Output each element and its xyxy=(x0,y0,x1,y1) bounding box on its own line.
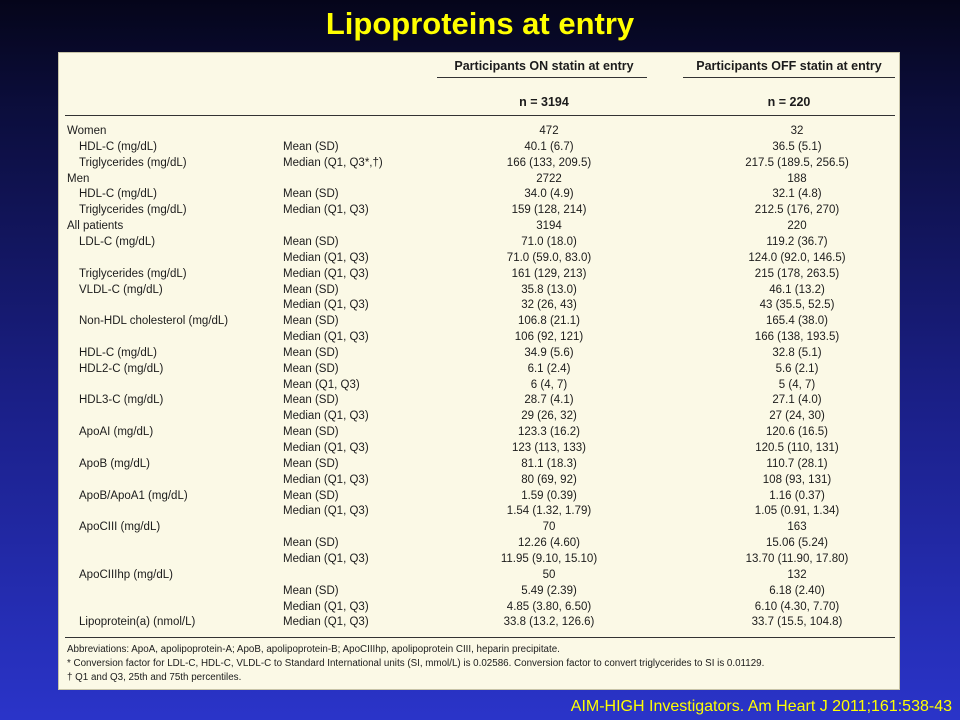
table-row xyxy=(59,234,901,250)
row-label: ApoAI (mg/dL) xyxy=(79,426,154,439)
row-value-off-statin: 119.2 (36.7) xyxy=(766,235,828,248)
table-row xyxy=(59,503,901,519)
table-row xyxy=(59,551,901,567)
row-value-off-statin: 32.8 (5.1) xyxy=(772,346,822,359)
row-value-off-statin: 212.5 (176, 270) xyxy=(754,204,840,217)
table-row xyxy=(59,123,901,139)
row-value-on-statin: 4.85 (3.80, 6.50) xyxy=(506,600,592,613)
row-statistic: Mean (SD) xyxy=(283,346,339,359)
footnote-conversion: * Conversion factor for LDL-C, HDL-C, VLDL-C to Standard International units (SI, mmol/L) is 0.02586. Conversion factor to convert triglycerides to SI is 0.01129. xyxy=(67,658,765,669)
table-row xyxy=(59,250,901,266)
row-label: Triglycerides (mg/dL) xyxy=(79,204,187,217)
footnote-percentiles: † Q1 and Q3, 25th and 75th percentiles. xyxy=(67,672,242,683)
table-row xyxy=(59,297,901,313)
row-statistic: Mean (SD) xyxy=(283,362,339,375)
table-row xyxy=(59,424,901,440)
row-label: Men xyxy=(67,172,90,185)
row-label: LDL-C (mg/dL) xyxy=(79,235,156,248)
row-value-off-statin: 120.6 (16.5) xyxy=(765,426,828,439)
row-value-on-statin: 81.1 (18.3) xyxy=(521,457,577,470)
row-statistic: Mean (SD) xyxy=(283,235,339,248)
row-value-on-statin: 29 (26, 32) xyxy=(521,410,577,423)
table-row xyxy=(59,282,901,298)
n-on-statin: n = 3194 xyxy=(519,95,569,109)
table-row xyxy=(59,392,901,408)
col-header-off-statin: Participants OFF statin at entry xyxy=(696,59,882,73)
row-statistic: Median (Q1, Q3) xyxy=(283,299,369,312)
row-value-off-statin: 124.0 (92.0, 146.5) xyxy=(748,251,846,264)
row-statistic: Median (Q1, Q3) xyxy=(283,331,369,344)
table-row xyxy=(59,139,901,155)
row-value-off-statin: 43 (35.5, 52.5) xyxy=(759,299,835,312)
row-label: HDL3-C (mg/dL) xyxy=(79,394,164,407)
row-value-on-statin: 32 (26, 43) xyxy=(521,299,577,312)
table-row xyxy=(59,599,901,615)
row-value-off-statin: 13.70 (11.90, 17.80) xyxy=(745,552,849,565)
row-value-off-statin: 6.18 (2.40) xyxy=(769,584,825,597)
table-row xyxy=(59,266,901,282)
table-row xyxy=(59,408,901,424)
row-value-off-statin: 220 xyxy=(787,220,807,233)
row-statistic: Median (Q1, Q3) xyxy=(283,473,369,486)
row-value-off-statin: 32 xyxy=(790,125,804,137)
row-label: ApoB/ApoA1 (mg/dL) xyxy=(79,489,188,502)
row-value-off-statin: 120.5 (110, 131) xyxy=(755,442,839,454)
table-row xyxy=(59,583,901,599)
row-value-on-statin: 34.0 (4.9) xyxy=(524,188,574,201)
row-value-off-statin: 27 (24, 30) xyxy=(769,410,825,423)
row-statistic: Median (Q1, Q3) xyxy=(283,251,369,264)
row-label: HDL-C (mg/dL) xyxy=(79,188,157,201)
row-value-on-statin: 123 (113, 133) xyxy=(512,442,586,454)
row-value-on-statin: 166 (133, 209.5) xyxy=(506,156,592,169)
table-row xyxy=(59,456,901,472)
table-row xyxy=(59,519,901,535)
table-row xyxy=(59,218,901,234)
row-statistic: Median (Q1, Q3) xyxy=(283,410,369,423)
table-row xyxy=(59,488,901,504)
row-value-off-statin: 217.5 (189.5, 256.5) xyxy=(745,156,849,169)
row-value-off-statin: 36.5 (5.1) xyxy=(772,140,822,153)
row-value-on-statin: 106.8 (21.1) xyxy=(517,315,580,328)
row-value-on-statin: 2722 xyxy=(536,172,562,185)
row-label: VLDL-C (mg/dL) xyxy=(79,283,163,296)
row-label: Non-HDL cholesterol (mg/dL) xyxy=(79,315,229,328)
row-value-off-statin: 1.16 (0.37) xyxy=(769,489,825,502)
row-statistic: Mean (SD) xyxy=(283,315,339,328)
row-value-off-statin: 32.1 (4.8) xyxy=(772,188,822,201)
header-underline-off xyxy=(683,77,895,78)
row-value-on-statin: 123.3 (16.2) xyxy=(517,426,580,439)
row-value-off-statin: 132 xyxy=(787,568,807,581)
row-value-on-statin: 33.8 (13.2, 126.6) xyxy=(503,616,595,629)
row-value-off-statin: 15.06 (5.24) xyxy=(765,537,828,550)
footnote-abbreviations: Abbreviations: ApoA, apolipoprotein-A; ApoB, apolipoprotein-B; ApoCIIIhp, apolipoprotein CIII, heparin precipitate. xyxy=(67,644,560,655)
row-value-off-statin: 108 (93, 131) xyxy=(762,473,832,486)
row-statistic: Median (Q1, Q3) xyxy=(283,552,369,565)
row-statistic: Median (Q1, Q3) xyxy=(283,204,369,217)
row-value-off-statin: 215 (178, 263.5) xyxy=(754,267,840,280)
row-value-off-statin: 5.6 (2.1) xyxy=(775,362,819,375)
row-value-off-statin: 163 xyxy=(787,521,807,534)
header-underline-on xyxy=(437,77,647,78)
table-row xyxy=(59,567,901,583)
row-value-off-statin: 33.7 (15.5, 104.8) xyxy=(751,616,843,629)
row-label: HDL-C (mg/dL) xyxy=(79,346,157,359)
row-label: Triglycerides (mg/dL) xyxy=(79,267,187,280)
row-label: Lipoprotein(a) (nmol/L) xyxy=(79,616,196,629)
header-divider xyxy=(65,115,895,116)
row-label: Triglycerides (mg/dL) xyxy=(79,156,187,169)
table-panel xyxy=(58,52,900,690)
row-value-on-statin: 3194 xyxy=(536,220,562,233)
citation: AIM-HIGH Investigators. Am Heart J 2011;161:538-43 xyxy=(570,698,952,715)
n-off-statin: n = 220 xyxy=(767,95,811,109)
row-statistic: Mean (SD) xyxy=(283,489,339,502)
row-value-on-statin: 71.0 (59.0, 83.0) xyxy=(506,251,592,264)
col-header-on-statin: Participants ON statin at entry xyxy=(454,59,634,73)
row-label: Women xyxy=(67,125,107,137)
row-statistic: Median (Q1, Q3*,†) xyxy=(283,156,383,169)
table-row xyxy=(59,329,901,345)
table-row xyxy=(59,155,901,171)
table-row xyxy=(59,171,901,187)
row-value-off-statin: 110.7 (28.1) xyxy=(766,457,828,470)
row-statistic: Mean (SD) xyxy=(283,140,339,153)
footer-divider xyxy=(65,637,895,638)
row-value-on-statin: 40.1 (6.7) xyxy=(524,140,574,153)
row-value-off-statin: 1.05 (0.91, 1.34) xyxy=(754,505,840,518)
row-label: All patients xyxy=(67,220,124,233)
row-statistic: Mean (SD) xyxy=(283,188,339,201)
row-value-off-statin: 27.1 (4.0) xyxy=(772,394,822,407)
row-value-on-statin: 472 xyxy=(539,125,559,137)
row-statistic: Mean (SD) xyxy=(283,426,339,439)
row-value-off-statin: 166 (138, 193.5) xyxy=(754,331,840,344)
row-value-off-statin: 188 xyxy=(787,172,807,185)
row-label: HDL-C (mg/dL) xyxy=(79,140,157,153)
row-value-on-statin: 161 (129, 213) xyxy=(511,267,587,280)
table-row xyxy=(59,472,901,488)
table-row xyxy=(59,535,901,551)
table-row xyxy=(59,361,901,377)
table-row xyxy=(59,345,901,361)
row-statistic: Mean (SD) xyxy=(283,283,339,296)
row-statistic: Mean (Q1, Q3) xyxy=(283,378,360,391)
row-value-on-statin: 6.1 (2.4) xyxy=(527,362,571,375)
row-statistic: Median (Q1, Q3) xyxy=(283,267,369,280)
row-label: ApoCIIIhp (mg/dL) xyxy=(79,568,173,581)
row-value-on-statin: 12.26 (4.60) xyxy=(517,537,580,550)
row-value-on-statin: 70 xyxy=(542,521,556,534)
row-statistic: Mean (SD) xyxy=(283,537,339,550)
row-statistic: Median (Q1, Q3) xyxy=(283,442,369,454)
row-value-on-statin: 80 (69, 92) xyxy=(521,473,577,486)
row-value-off-statin: 46.1 (13.2) xyxy=(769,283,825,296)
row-value-off-statin: 5 (4, 7) xyxy=(778,378,816,391)
row-value-on-statin: 35.8 (13.0) xyxy=(521,283,577,296)
row-value-on-statin: 34.9 (5.6) xyxy=(524,346,574,359)
row-value-on-statin: 5.49 (2.39) xyxy=(521,584,577,597)
row-value-on-statin: 11.95 (9.10, 15.10) xyxy=(500,552,598,565)
row-value-on-statin: 6 (4, 7) xyxy=(530,378,568,391)
row-statistic: Mean (SD) xyxy=(283,584,339,597)
row-value-off-statin: 165.4 (38.0) xyxy=(765,315,828,328)
row-value-off-statin: 6.10 (4.30, 7.70) xyxy=(754,600,840,613)
table-row xyxy=(59,202,901,218)
row-value-on-statin: 50 xyxy=(542,568,556,581)
table-row xyxy=(59,313,901,329)
row-statistic: Median (Q1, Q3) xyxy=(283,600,369,613)
row-value-on-statin: 71.0 (18.0) xyxy=(521,235,577,248)
slide-title: Lipoproteins at entry xyxy=(325,6,635,41)
row-label: HDL2-C (mg/dL) xyxy=(79,362,164,375)
row-statistic: Median (Q1, Q3) xyxy=(283,505,369,518)
row-label: ApoCIII (mg/dL) xyxy=(79,521,161,534)
row-value-on-statin: 1.59 (0.39) xyxy=(521,489,577,502)
row-statistic: Median (Q1, Q3) xyxy=(283,616,369,629)
table-row xyxy=(59,186,901,202)
row-statistic: Mean (SD) xyxy=(283,457,339,470)
row-value-on-statin: 1.54 (1.32, 1.79) xyxy=(506,505,592,518)
table-row xyxy=(59,614,901,630)
row-value-on-statin: 106 (92, 121) xyxy=(514,331,584,344)
row-value-on-statin: 28.7 (4.1) xyxy=(524,394,574,407)
row-value-on-statin: 159 (128, 214) xyxy=(511,204,587,217)
row-label: ApoB (mg/dL) xyxy=(79,457,150,470)
table-row xyxy=(59,440,901,456)
row-statistic: Mean (SD) xyxy=(283,394,339,407)
table-row xyxy=(59,377,901,393)
